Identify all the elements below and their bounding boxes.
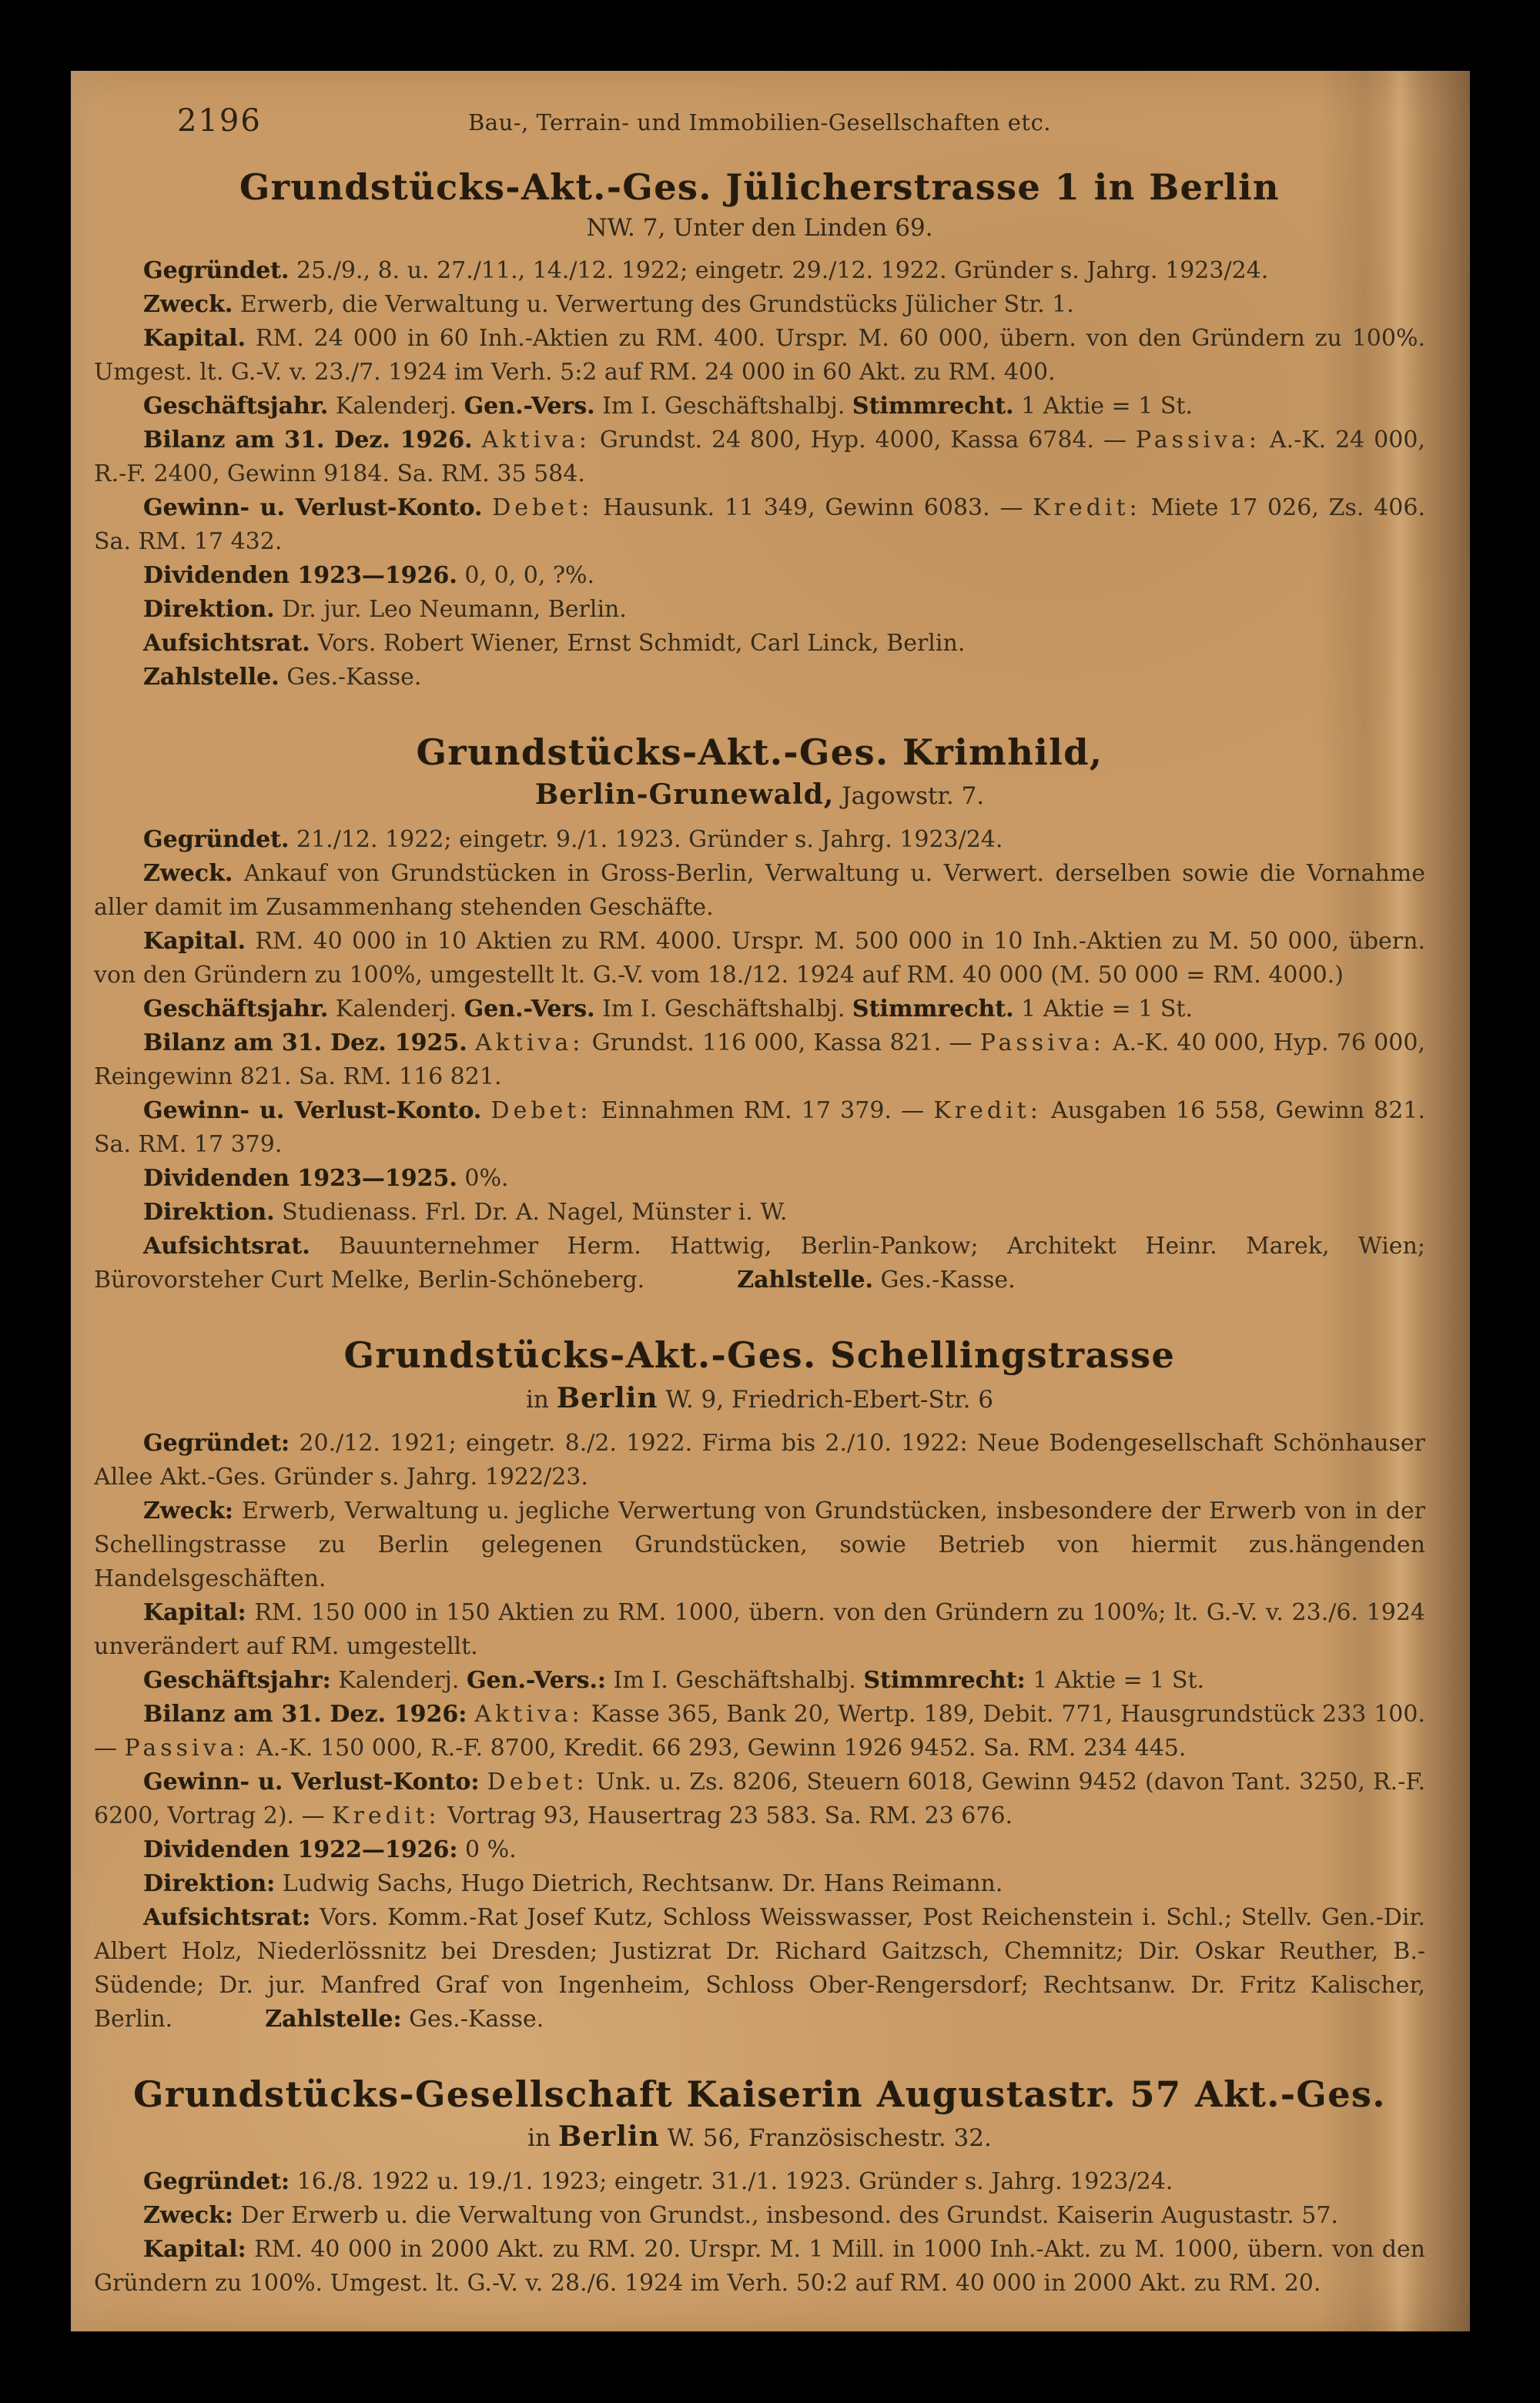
field-label: Gegründet.	[143, 826, 290, 854]
field-label: Aktiva:	[481, 426, 591, 453]
text-run: Vors. Komm.-Rat Josef Kutz, Schloss Weisswasser, Post Reichenstein i. Schl.; Stellv. Gen.-Dir. Albert Holz, Niederlössnitz bei Dresden; Justizrat Dr. Richard Gaitzsch, Chemnitz; Dir. Oskar Reuther, B.-Südende; Dr. jur. Manfred Graf von Ingenheim, Schloss Ober-Rengersdorf; Rechtsanw. Dr. Fritz Kalischer, Berlin.	[94, 1903, 1425, 2033]
para-kapital	[94, 2233, 1425, 2301]
company-title: Grundstücks-Akt.-Ges. Krimhild,	[416, 731, 1103, 773]
field-label: Passiva:	[1135, 426, 1260, 453]
para-gegruendet	[94, 823, 1425, 857]
para-geschaeftsjahr	[94, 1664, 1425, 1698]
text-run	[482, 494, 492, 521]
field-label: Zahlstelle.	[737, 1267, 873, 1294]
company-address	[94, 1382, 1425, 1414]
text-run	[467, 1029, 475, 1056]
text-run: Ges.-Kasse.	[401, 2005, 544, 2033]
field-label: Direktion.	[143, 1199, 275, 1227]
field-label: Debet:	[490, 1097, 592, 1125]
field-label: Debet:	[492, 494, 594, 521]
field-label: Stimmrecht.	[852, 996, 1014, 1023]
text-run: NW. 7, Unter den Linden 69.	[586, 213, 933, 242]
text-run: RM. 40 000 in 10 Aktien zu RM. 4000. Urspr. M. 500 000 in 10 Inh.-Aktien zu M. 50 000, übern. von den Gründern zu 100%, umgestellt lt. G.-V. vom 18./12. 1924 auf RM. 40 000 (M. 50 000 = RM. 4000.)	[94, 928, 1425, 989]
text-run: Im I. Geschäftshalbj.	[606, 1666, 864, 1694]
company-title: Grundstücks-Akt.-Ges. Schellingstrasse	[343, 1334, 1176, 1377]
field-label: Aufsichtsrat.	[143, 1233, 310, 1260]
text-run: 0%.	[457, 1165, 509, 1193]
field-label: Kapital:	[143, 2236, 246, 2264]
para-dividenden	[94, 1162, 1425, 1196]
para-kapital	[94, 925, 1425, 992]
text-run: 21./12. 1922; eingetr. 9./1. 1923. Gründer s. Jahrg. 1923/24.	[289, 826, 1003, 854]
para-aufsichtsrat	[94, 1230, 1425, 1297]
para-gegruendet	[94, 254, 1425, 288]
para-zweck	[94, 857, 1425, 925]
text-run: RM. 40 000 in 2000 Akt. zu RM. 20. Urspr. M. 1 Mill. in 1000 Inh.-Akt. zu M. 1000, übern. von den Gründern zu 100%. Umgest. lt. G.-V. v. 28./6. 1924 im Verh. 50:2 auf RM. 40 000 in 2000 Akt. zu RM. 20.	[94, 2236, 1425, 2298]
para-zweck	[94, 288, 1425, 322]
text-run: Vors. Robert Wiener, Ernst Schmidt, Carl Linck, Berlin.	[310, 629, 966, 657]
text-run: 0 %.	[457, 1836, 517, 1863]
field-label: Aufsichtsrat:	[143, 1903, 311, 1931]
book-page	[71, 71, 1470, 2331]
field-label: Stimmrecht:	[863, 1666, 1026, 1694]
text-run: Dr. jur. Leo Neumann, Berlin.	[274, 595, 627, 623]
running-head: Bau-, Terrain- und Immobilien-Gesellschaften etc.	[467, 109, 1052, 136]
para-dividenden	[94, 1833, 1425, 1867]
para-direktion	[94, 593, 1425, 627]
text-run: 0, 0, 0, ?%.	[457, 561, 595, 589]
field-label: Dividenden 1923—1926.	[143, 561, 457, 589]
text-run: W. 9, Friedrich-Ebert-Str. 6	[658, 1385, 994, 1414]
text-run: Einnahmen RM. 17 379. —	[591, 1097, 934, 1125]
para-gegruendet	[94, 1427, 1425, 1494]
field-label: Aktiva:	[474, 1029, 584, 1057]
para-bilanz	[94, 1026, 1425, 1094]
field-label: Gegründet:	[143, 2168, 290, 2196]
text-run: 25./9., 8. u. 27./11., 14./12. 1922; eingetr. 29./12. 1922. Gründer s. Jahrg. 1923/24.	[289, 256, 1269, 284]
company-address	[94, 778, 1425, 811]
company-entry	[94, 168, 1425, 694]
text-run: in	[525, 1385, 557, 1414]
company-entry	[94, 1336, 1425, 2037]
para-aufsichtsrat	[94, 627, 1425, 661]
text-run: Erwerb, die Verwaltung u. Verwertung des Grundstücks Jülicher Str. 1.	[233, 290, 1074, 318]
text-run: 1 Aktie = 1 St.	[1013, 392, 1193, 420]
para-gewinn-verlust	[94, 491, 1425, 559]
para-dividenden	[94, 559, 1425, 593]
para-kapital	[94, 1596, 1425, 1664]
field-label: Passiva:	[124, 1734, 249, 1762]
field-label: Zweck:	[143, 1497, 233, 1524]
para-gewinn-verlust	[94, 1765, 1425, 1833]
para-bilanz	[94, 1698, 1425, 1765]
text-run: Jagowstr. 7.	[834, 782, 985, 811]
para-zweck	[94, 1494, 1425, 1596]
text-run: W. 56, Französischestr. 32.	[659, 2124, 992, 2153]
field-label: Kapital.	[143, 324, 246, 352]
text-run: Im I. Geschäftshalbj.	[594, 996, 852, 1023]
text-run: 1 Aktie = 1 St.	[1013, 996, 1193, 1023]
text-run: Erwerb, Verwaltung u. jegliche Verwertung von Grundstücken, insbesondere der Erwerb von in der Schellingstrasse zu Berlin gelegenen Grundstücken, sowie Betrieb von hiermit zus.hängenden Handelsgeschäften.	[94, 1497, 1425, 1592]
field-label: Kapital.	[143, 928, 246, 956]
field-label: Berlin-Grunewald,	[534, 778, 835, 812]
company-address	[94, 214, 1425, 242]
field-label: Aufsichtsrat.	[143, 629, 310, 657]
field-label: Dividenden 1922—1926:	[143, 1836, 458, 1863]
field-label: Dividenden 1923—1925.	[143, 1165, 457, 1193]
field-label: Gewinn- u. Verlust-Konto:	[143, 1768, 480, 1796]
text-run: Miete 17 026, Zs. 406. Sa. RM. 17 432.	[94, 494, 1425, 555]
field-label: Passiva:	[979, 1029, 1105, 1057]
text-run	[473, 427, 482, 453]
text-run: Kalenderj.	[330, 1666, 467, 1694]
field-label: Kredit:	[1033, 494, 1141, 521]
field-label: Stimmrecht.	[852, 392, 1014, 420]
text-run: Kalenderj.	[328, 392, 464, 420]
para-zahlstelle	[94, 661, 1425, 694]
field-label: Zweck:	[143, 2202, 233, 2230]
field-label: Gen.-Vers.	[464, 392, 595, 420]
text-run: Studienass. Frl. Dr. A. Nagel, Münster i. W.	[274, 1199, 788, 1227]
text-run	[479, 1769, 487, 1796]
field-label: Berlin	[556, 1381, 658, 1414]
text-run: Der Erwerb u. die Verwaltung von Grundst., insbesond. des Grundst. Kaiserin Augustastr. 57.	[233, 2202, 1338, 2230]
para-geschaeftsjahr	[94, 992, 1425, 1026]
para-aufsichtsrat	[94, 1901, 1425, 2037]
field-label: Zahlstelle:	[265, 2005, 402, 2033]
field-label: Kredit:	[332, 1802, 440, 1829]
text-run: A.-K. 24 000, R.-F. 2400, Gewinn 9184. Sa. RM. 35 584.	[94, 426, 1425, 487]
field-label: Debet:	[487, 1768, 588, 1796]
field-label: Gewinn- u. Verlust-Konto.	[143, 494, 483, 521]
para-bilanz	[94, 423, 1425, 491]
para-gegruendet	[94, 2165, 1425, 2199]
field-label: Direktion.	[143, 595, 275, 623]
text-run: Ausgaben 16 558, Gewinn 821. Sa. RM. 17 379.	[94, 1097, 1425, 1159]
page-content	[71, 71, 1470, 2301]
text-run: Grundst. 24 800, Hyp. 4000, Kassa 6784. —	[590, 426, 1136, 453]
text-run: Ges.-Kasse.	[872, 1267, 1016, 1294]
field-label: Direktion:	[143, 1869, 276, 1897]
field-label: Geschäftsjahr.	[143, 996, 329, 1023]
para-gewinn-verlust	[94, 1094, 1425, 1162]
company-entry	[94, 2075, 1425, 2301]
company-address	[94, 2120, 1425, 2153]
text-run: 16./8. 1922 u. 19./1. 1923; eingetr. 31./1. 1923. Gründer s. Jahrg. 1923/24.	[290, 2168, 1173, 2196]
para-kapital	[94, 322, 1425, 390]
field-label: Gegründet:	[143, 1429, 290, 1457]
field-label: Zweck.	[143, 860, 233, 888]
para-direktion	[94, 1196, 1425, 1230]
field-label: Bilanz am 31. Dez. 1926.	[143, 426, 473, 453]
field-label: Gen.-Vers.:	[466, 1666, 606, 1694]
text-run: A.-K. 40 000, Hyp. 76 000, Reingewinn 821. Sa. RM. 116 821.	[94, 1029, 1425, 1091]
field-label: Gegründet.	[143, 256, 290, 284]
field-label: Geschäftsjahr.	[143, 392, 329, 420]
text-run: Grundst. 116 000, Kassa 821. —	[584, 1029, 980, 1057]
field-label: Bilanz am 31. Dez. 1925.	[143, 1029, 467, 1057]
text-run: Bauunternehmer Herm. Hattwig, Berlin-Pankow; Architekt Heinr. Marek, Wien; Bürovorsteher Curt Melke, Berlin-Schöneberg.	[94, 1233, 1425, 1294]
text-run	[467, 1701, 474, 1728]
text-run: Unk. u. Zs. 8206, Steuern 6018, Gewinn 9452 (davon Tant. 3250, R.-F. 6200, Vortrag 2). —	[94, 1768, 1425, 1829]
text-run: Ges.-Kasse.	[279, 663, 422, 691]
text-run: in	[527, 2124, 558, 2153]
field-label: Aktiva:	[474, 1700, 584, 1728]
para-direktion	[94, 1867, 1425, 1901]
text-run: RM. 150 000 in 150 Aktien zu RM. 1000, übern. von den Gründern zu 100%; lt. G.-V. v. 23./6. 1924 unverändert auf RM. umgestellt.	[94, 1598, 1425, 1660]
text-run: Hausunk. 11 349, Gewinn 6083. —	[593, 494, 1033, 521]
field-label: Kapital:	[143, 1598, 246, 1626]
field-label: Geschäftsjahr:	[143, 1666, 331, 1694]
para-geschaeftsjahr	[94, 390, 1425, 423]
field-label: Bilanz am 31. Dez. 1926:	[143, 1700, 467, 1728]
text-run: 20./12. 1921; eingetr. 8./2. 1922. Firma bis 2./10. 1922: Neue Bodengesellschaft Schönhauser Allee Akt.-Ges. Gründer s. Jahrg. 1922/23.	[94, 1429, 1425, 1491]
text-run: A.-K. 150 000, R.-F. 8700, Kredit. 66 293, Gewinn 1926 9452. Sa. RM. 234 445.	[249, 1734, 1187, 1762]
text-run: Im I. Geschäftshalbj.	[594, 392, 852, 420]
field-label: Kredit:	[933, 1097, 1042, 1125]
company-title: Grundstücks-Gesellschaft Kaiserin Augustastr. 57 Akt.-Ges.	[133, 2073, 1386, 2115]
text-run: Vortrag 93, Hausertrag 23 583. Sa. RM. 23 676.	[440, 1802, 1013, 1829]
text-run: Kalenderj.	[328, 996, 464, 1023]
text-run: Kasse 365, Bank 20, Wertp. 189, Debit. 771, Hausgrundstück 233 100. —	[94, 1700, 1425, 1762]
field-label: Gen.-Vers.	[464, 996, 595, 1023]
field-label: Zahlstelle.	[143, 663, 280, 691]
text-run: 1 Aktie = 1 St.	[1025, 1666, 1205, 1694]
text-run: RM. 24 000 in 60 Inh.-Aktien zu RM. 400. Urspr. M. 60 000, übern. von den Gründern zu 100%. Umgest. lt. G.-V. v. 23./7. 1924 im Verh. 5:2 auf RM. 24 000 in 60 Akt. zu RM. 400.	[94, 324, 1425, 386]
text-run: Ludwig Sachs, Hugo Dietrich, Rechtsanw. Dr. Hans Reimann.	[275, 1869, 1003, 1897]
field-label: Berlin	[557, 2120, 660, 2154]
para-zweck	[94, 2199, 1425, 2233]
company-title: Grundstücks-Akt.-Ges. Jülicherstrasse 1 in Berlin	[239, 166, 1281, 208]
company-entry	[94, 733, 1425, 1298]
text-run: Ankauf von Grundstücken in Gross-Berlin, Verwaltung u. Verwert. derselben sowie die Vornahme aller damit im Zusammenhang stehenden Geschäfte.	[94, 860, 1425, 922]
field-label: Gewinn- u. Verlust-Konto.	[143, 1097, 482, 1125]
page-number: 2196	[177, 103, 262, 139]
text-run	[481, 1097, 490, 1124]
field-label: Zweck.	[143, 290, 233, 318]
